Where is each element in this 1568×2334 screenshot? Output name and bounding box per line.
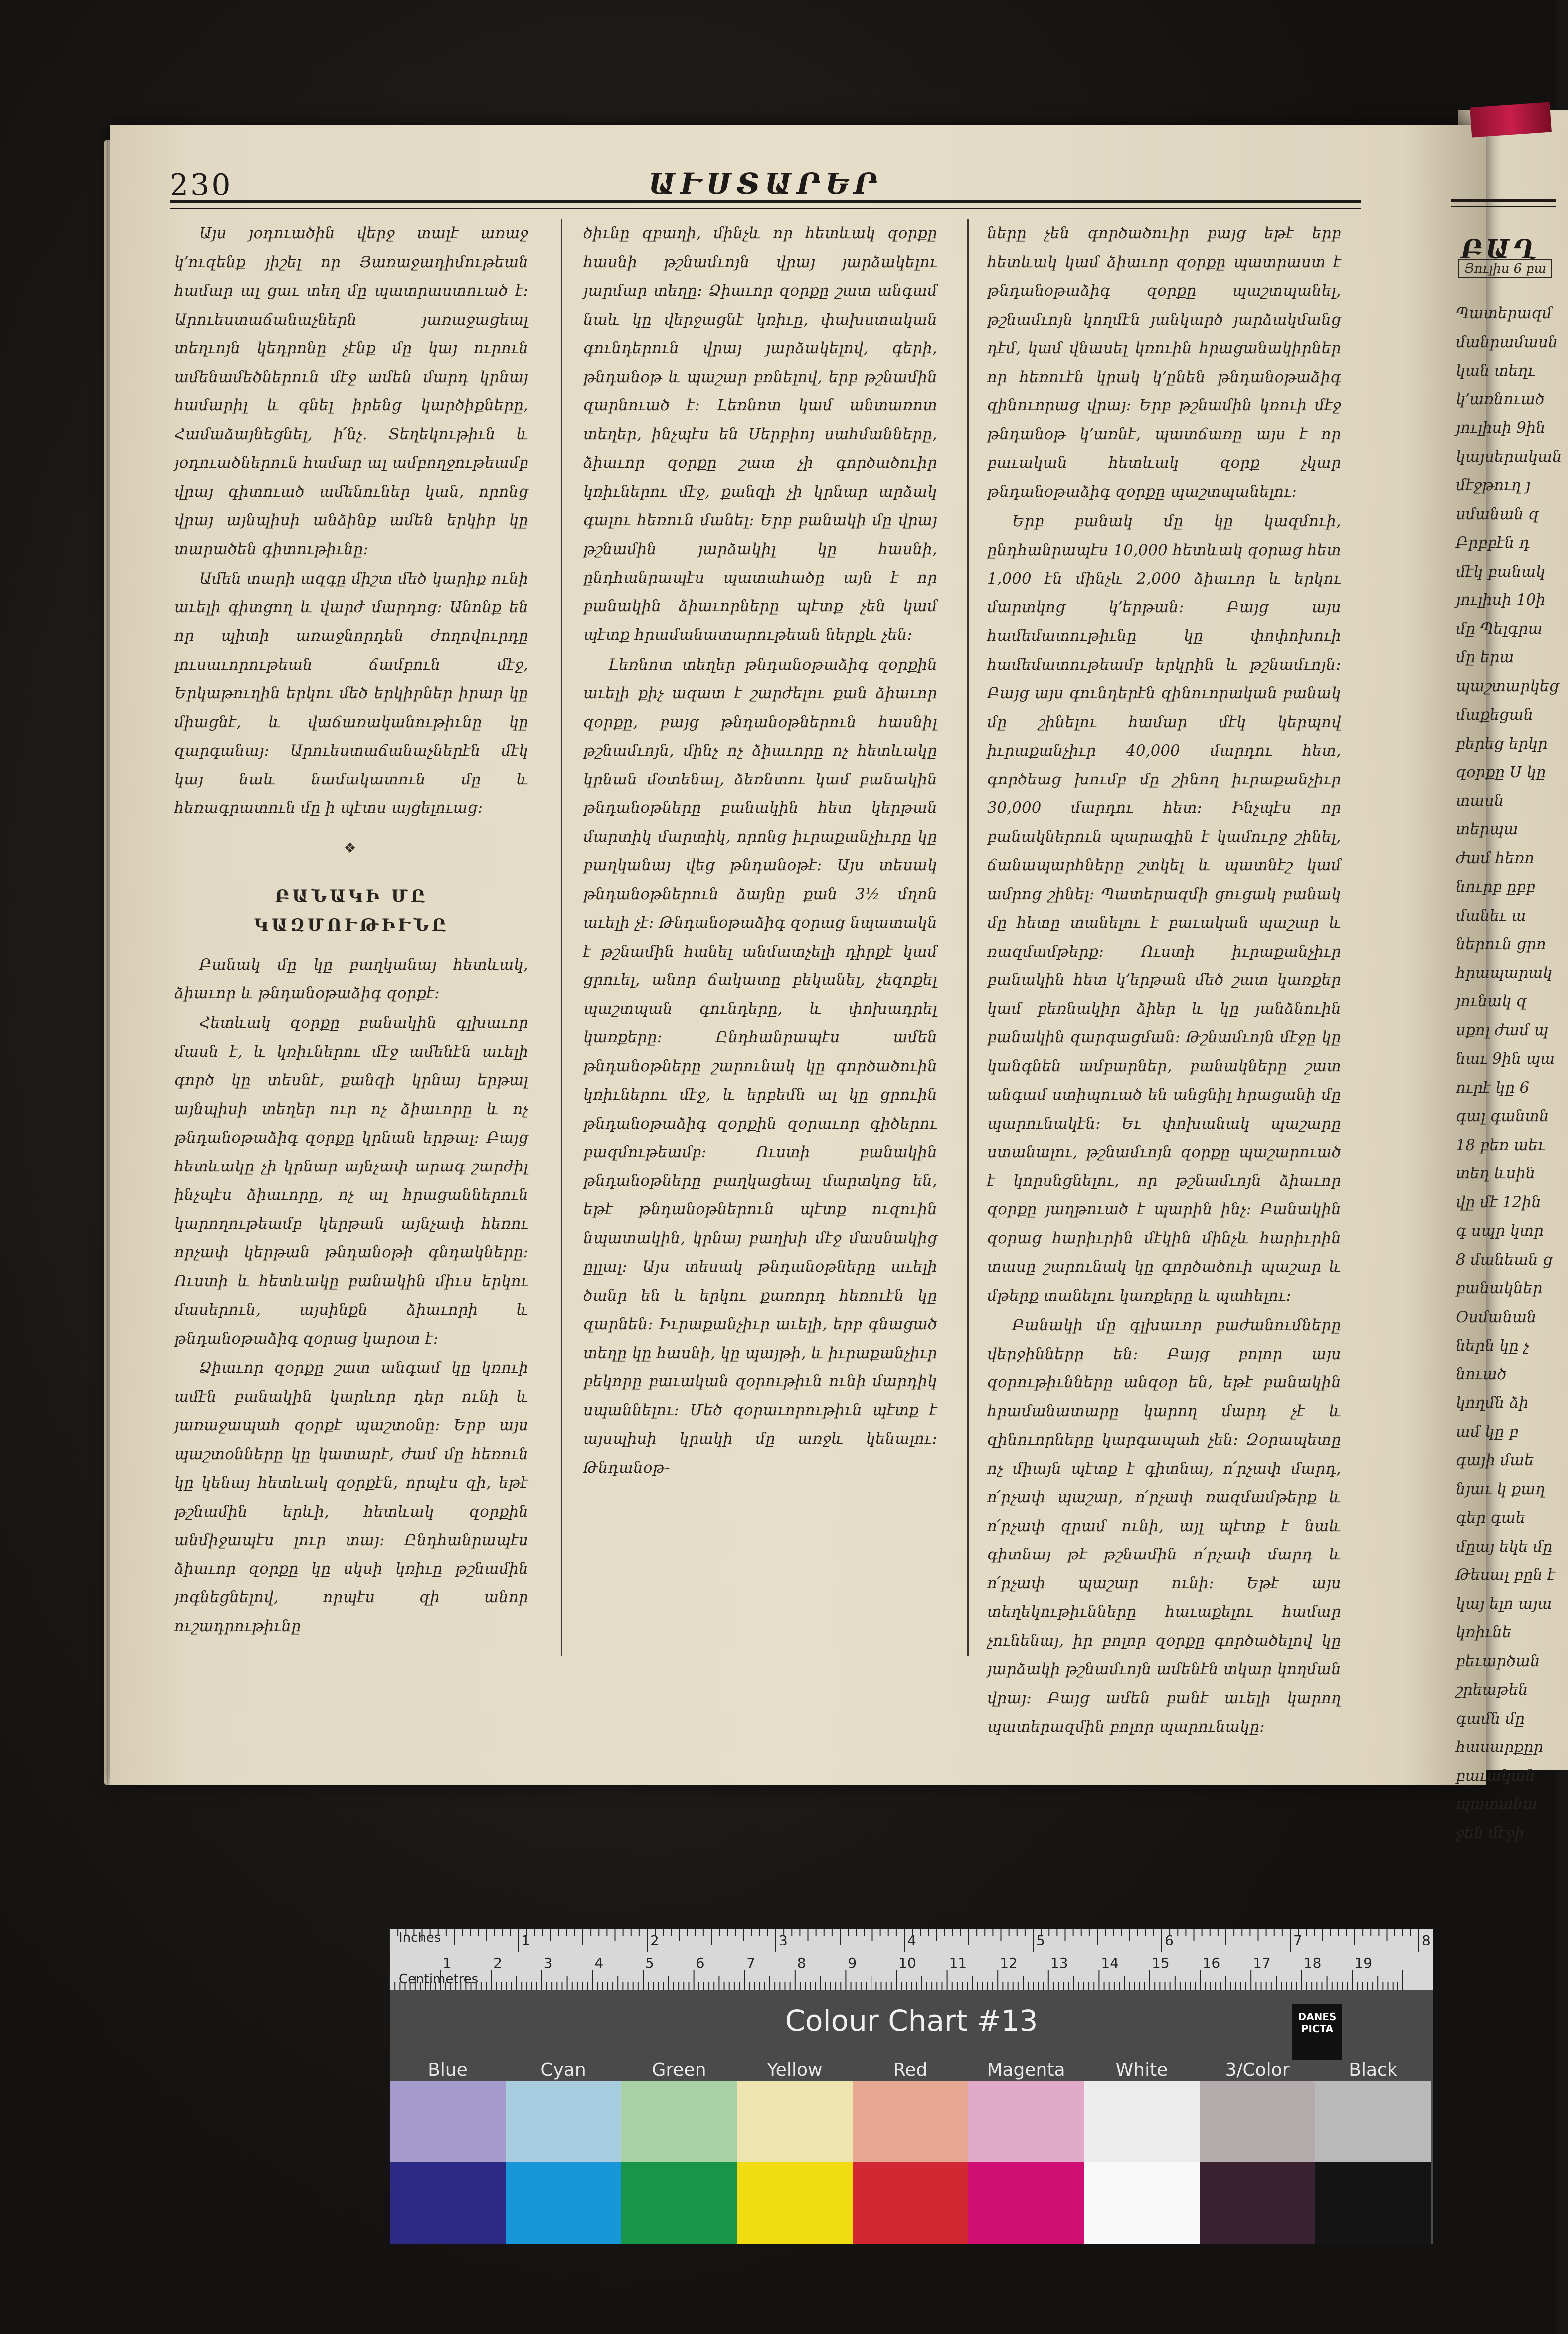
swatch-label: Black	[1349, 2060, 1397, 2080]
cm-number: 12	[1000, 1955, 1018, 1971]
ruler	[390, 1929, 1433, 1990]
cm-number: 14	[1101, 1955, 1119, 1971]
swatch-label: Green	[652, 2060, 706, 2080]
paragraph: ծիւնը զբաղի, մինչև որ հետևակ զօրքը հասնի թշնամւոյն վրայ յարձակելու յարմար տեղը։ Ձիաւոր զօրքը շատ անգամ նաև կը վերջացնէ կռիւը, փախստական գունդերուն վրայ յարձակելով, գերի, թնդանօթ և պաշար բռնելով, երբ թշնամին զարնուած է։ Լեռնոտ կամ անտառոտ տեղեր, ինչպէս են Սերբիոյ սահմանները, ձիաւոր զօրքը շատ չի գործածուիր կռիւներու մէջ, քանզի չի կրնար արձակ գալու հեռուն մանել։ Երբ բանակի մը վրայ թշնամին յարձակիլ կը հասնի, ընդհանրապէս պատահածը այն է որ բանակին ձիաւորները պէտք չեն կամ պէտք հրամանատարութեան ներքև չեն։	[583, 225, 937, 644]
inch-number: 1	[522, 1932, 530, 1948]
bookmark-ribbon	[1470, 102, 1552, 137]
right-page-rule	[1451, 199, 1556, 207]
colour-swatch	[1315, 2162, 1431, 2244]
colour-swatch	[1084, 2162, 1200, 2244]
inch-number: 5	[1036, 1932, 1045, 1948]
right-page-text: Պատերազմ մանրամասն կան տեղւ կ՚առնուած յուլիսի 9ին կայսերական մէջթուղ յ սմանան զ Բրբբէն դ մէկ բանակ յուլիսի 10ի մը Պելգրա մը երա պաշտարկեց մաքեցան բերեց երկր զօրքը Ս կը տասն տերպա ժամ հեռո նուրբ ըբբ մանեւ ա ներուն ցրո հրապարակ յունակ զ սքոլ ժամ պ նաւ 9ին պա ուրէ կը 6 գալ գանտն 18 բեռ աեւ տեղ ևսին վը մէ 12ին գ սպր կտր 8 մանեան ց բանակներ Օսմանան ներն կը չ նուած կողմն ձի ամ կը բ գայի մաե նյաւ կ քաղ գեր գաե մըայ եկե մը Թեսալ բըն է կայ ելո այա կռիւնե բեւարծան շրեաթեն գամն մը հասարքըր բաւական պատանա ջեն մէջի	[1456, 305, 1562, 1842]
centimetres-label: Centimetres	[399, 1972, 479, 1987]
inch-number: 6	[1165, 1932, 1174, 1948]
paragraph: Լեռնոտ տեղեր թնդանօթաձիգ զօրքին աւելի քիչ ազատ է շարժելու քան ձիաւոր զօրքը, բայց թնդանօթներուն հասնիլ թշնամւոյն, մինչ ոչ ձիաւորը ոչ հետևակը կրնան մօտենալ, ձեռնտու կամ բանակին թնդանօթները բանակին հետ կերթան մարտիկ մարտիկ, որոնց իւրաքանչիւրը կը բաղկանայ վեց թնդանօթէ։ Այս տեսակ թնդանօթներուն ձայնը քան 3½ մղոն աւելի չէ։ Թնդանօթաձիգ զօրաց նպատակն է թշնամին հանել անմատչելի դիրքէ կամ ցրուել, անոր ճակատը բեկանել, չեզոքել պաշտպան գունդերը, և փոխադրել կառքերը։ Ընդհանրապէս ամեն թնդանօթները շարունակ կը գործածուին կռիւներու մէջ, և երբեմն ալ կը ցրուին թնդանօթաձիգ զօրքին զօրաւոր գիծերու բազմութեամբ։ Ուստի բանակին թնդանօթները բաղկացեալ մարտկոց են, եթէ թնդանօթներուն պէտք ուզուին նպատակին, կրնայ բաղխի մէջ մասնակից ըլլալ։ Այս տեսակ թնդանօթները աւելի ծանր են և երկու քառորդ հեռուէն կը զարնեն։ Իւրաքանչիւր աւելի, երբ գնացած տեղը կը հասնի, կը պայթի, և իւրաքանչիւր բեկորը բաւական զօրութիւն ունի մարդիկ սպաննելու։ Մեծ զօրաւորութիւն պէտք է այսպիսի կրակի մը առջև կենալու։ Թնդանօթ-	[583, 656, 937, 1477]
running-title: ԱՒՍՏԱՐԵՐ	[648, 167, 882, 200]
swatch-label: Red	[893, 2060, 928, 2080]
brand-logo: DANES PICTA	[1292, 2004, 1342, 2060]
text-column-2	[583, 219, 937, 1483]
paragraph: ները չեն գործածուիր բայց եթէ երբ հետևակ կամ ձիաւոր զօրքը պատրաստ է թնդանօթաձիգ զօրքը պաշտպանել, թշնամւոյն կողմէն յանկարծ յարձակմանց դէմ, կամ վնասել կռուին հրացանակիրներ որ հեռուէն կրակ կ՚ընեն թնդանօթաձիգ զինուորաց վրայ։ Երբ թշնամին կռուի մէջ թնդանօթ կ՚առնէ, պատճառը այս է որ բաւական հետևակ զօրք չկար թնդանօթաձիգ զօրքը պաշտպանելու։	[987, 225, 1341, 501]
paragraph: Բանակի մը գլխաւոր բաժանումները վերջինները են։ Բայց բոլոր այս զօրութիւնները անզօր են, եթէ բանակին հրամանատարը կարող մարդ չէ և զինուորները կարգապահ չեն։ Զօրապետը ոչ միայն պէտք է գիտնայ, ո՛րչափ մարդ, ո՛րչափ պաշար, ո՛րչափ ռազմամթերք և ո՛րչափ զրամ ունի, այլ պէտք է նաև գիտնայ թէ թշնամին ո՛րչափ մարդ և ո՛րչափ պաշար ունի։ Եթէ այս տեղեկութիւնները հաւաքելու համար չունենայ, իր բոլոր զօրքը գործածելով կը յարձակի թշնամւոյն ամենէն տկար կողման վրայ։ Բայց ամեն բանէ աւելի կարող պատերազմին բոլոր պարունակը։	[987, 1317, 1341, 1736]
colour-swatch	[1315, 2081, 1431, 2162]
swatch-label: 3/Color	[1225, 2060, 1290, 2080]
colour-swatch	[390, 2081, 506, 2162]
swatches	[390, 2081, 1433, 2244]
column-divider	[967, 219, 969, 1656]
paragraph: Այս յօդուածին վերջ տալէ առաջ կ՚ուզենք յիշել որ Յառաջադիմութեան համար ալ ցաւ տեղ մը պատրաստուած է։ Արուեստաճանաչներն յառաջացեալ տեղւոյն կեդրոնը չէնք մը կայ ուրուն ամենամեծներուն մէջ ամեն մարդ կրնայ համարիլ և գնել իրենց կարծիքները, Համաձայնեցնել, ի՛նչ. Տեղեկութիւն և յօդուածներուն համար ալ ամբողջութեամբ վրայ գիտուած ամենուներ կան, որոնց վրայ այնպիսի անձինք ամեն երկիր կը տարածեն գիտութիւնը։	[174, 225, 528, 558]
paragraph: Ձիաւոր զօրքը շատ անգամ կը կռուի ամէն բանակին կարևոր դեր ունի և յառաջապահ զօրքէ պաշտօնը։ Երբ այս պաշտօնները կը կատարէ, ժամ մը հեռուն կը կենայ հետևակ զօրքէն, որպէս զի, եթէ թշնամին երևի, հետևակ զօրքին անմիջապէս լուր տայ։ Ընդհանրապէս ձիաւոր զօրքը կը սկսի կռիւը թշնամին յոգնեցնելով, որպէս զի անոր ուշադրութիւնը	[174, 1360, 528, 1635]
cm-number: 7	[746, 1955, 756, 1971]
header-rule	[170, 200, 1361, 209]
column-divider	[561, 219, 562, 1656]
right-page-date: Յուլիս 6 բա	[1458, 259, 1552, 278]
inch-number: 3	[779, 1932, 788, 1948]
swatch-label: Cyan	[540, 2060, 586, 2080]
colour-swatch	[853, 2081, 968, 2162]
page-number: 230	[170, 168, 233, 202]
colour-swatch	[1084, 2081, 1200, 2162]
ornament-separator: ❖	[344, 839, 359, 856]
text-column-1	[174, 219, 528, 1642]
chart-title: Colour Chart #13	[785, 2004, 1038, 2038]
colour-swatch	[1200, 2162, 1315, 2244]
inch-number: 8	[1422, 1932, 1431, 1948]
colour-swatch	[968, 2162, 1084, 2244]
colour-swatch	[737, 2081, 853, 2162]
inches-label: Inches	[399, 1930, 441, 1945]
swatch-label: White	[1115, 2060, 1168, 2080]
paragraph: Բանակ մը կը բաղկանայ հետևակ, ձիաւոր և թնդանօթաձիգ զօրքէ։	[174, 956, 528, 1002]
colour-swatch	[506, 2162, 621, 2244]
cm-number: 17	[1253, 1955, 1271, 1971]
text-column-3	[987, 219, 1341, 1743]
cm-number: 15	[1152, 1955, 1170, 1971]
cm-number: 9	[848, 1955, 857, 1971]
cm-number: 3	[543, 1955, 553, 1971]
colour-swatch	[853, 2162, 968, 2244]
colour-swatch	[390, 2162, 506, 2244]
inch-number: 7	[1293, 1932, 1302, 1948]
cm-number: 6	[696, 1955, 705, 1971]
colour-swatch	[1200, 2081, 1315, 2162]
paragraph: Ամեն տարի ազգը միշտ մեծ կարիք ունի աւելի գիտցող և վարժ մարդոց։ Անոնք են որ պիտի առաջնորդեն ժողովուրդը լուսաւորութեան ճամբուն մէջ, Երկաթուղին երկու մեծ երկիրներ իրար կը միացնէ, և վաճառականութիւնը կը զարգանայ։ Արուեստաճանաչներէն մէկ կայ նաև նամակատուն մը և հեռագրատուն մը ի պէտս այցելուաց։	[174, 570, 528, 817]
cm-number: 18	[1303, 1955, 1322, 1971]
colour-swatch	[737, 2162, 853, 2244]
page-header	[170, 165, 1361, 204]
cm-number: 16	[1202, 1955, 1220, 1971]
paragraph: Հետևակ զօրքը բանակին գլխաւոր մասն է, և կռիւներու մէջ ամենէն աւելի գործ կը տեսնէ, քանզի կրնայ երթալ այնպիսի տեղեր ուր ոչ ձիաւորը և ոչ թնդանօթաձիգ զօրքը կրնան երթալ։ Բայց հետևակը չի կրնար այնչափ արագ շարժիլ ինչպէս ձիաւորը, ոչ ալ հրացաններուն կարողութեամբ կերթան այնչափ հեռու որչափ կերթան թնդանօթի գնդակները։ Ուստի և հետևակը բանակին միւս երկու մասերուն, այսինքն ձիաւորի և թնդանօթաձիգ զօրաց կարօտ է։	[174, 1014, 528, 1348]
swatch-label: Blue	[428, 2060, 468, 2080]
colour-swatch	[506, 2081, 621, 2162]
cm-number: 1	[442, 1955, 452, 1971]
cm-number: 10	[898, 1955, 916, 1971]
paragraph: Երբ բանակ մը կը կազմուի, ընդհանրապէս 10,000 հետևակ զօրաց հետ 1,000 էն մինչև 2,000 ձիաւոր և երկու մարտկոց կ՚երթան։ Բայց այս համեմատութիւնը կը փոփոխուի համեմատութեամբ երկրին և թշնամւոյն։ Բայց այս գունդերէն զինուորական բանակ մը շինելու համար մէկ կերպով իւրաքանչիւր 40,000 մարդու հետ, գործեաց խումբ մը շինող իւրաքանչիւր 30,000 մարդու հետ։ Ինչպէս որ բանակներուն պարագին է կամուրջ շինել, ճանապարհները շտկել և պատնէշ կամ ամրոց շինել։ Պատերազմի ցուցակ բանակ մը հետը տանելու է բաւական պաշար և ռազմամթերք։ Ուստի իւրաքանչիւր բանակին հետ կ՚երթան մեծ շատ կառքեր կամ բեռնակիր ձիեր և կը յանձնուին բանակին զարգացման։ Թշնամւոյն մէջը կը կանգնեն ամբարներ, բանակները շատ անգամ ստիպուած են անցնիլ հրացանի մը պարունակէն։ Եւ փոխանակ պաշարը ստանալու, թշնամւոյն զօրքը պաշարուած է կորսնցնելու, որ թշնամւոյն ձիաւոր զօրքը յաղթուած է պարին ինչ։ Բանակին զօրաց հարիւրին մէկին մինչև հարիւրին տասը շարունակ կը գործածուի պաշար և մթերք տանելու կառքերը և պահելու։	[987, 513, 1341, 1305]
cm-number: 11	[949, 1955, 967, 1971]
cm-number: 2	[493, 1955, 503, 1971]
cm-number: 13	[1050, 1955, 1068, 1971]
colour-swatch	[621, 2162, 737, 2244]
cm-number: 4	[594, 1955, 604, 1971]
section-title: ԲԱՆԱԿԻ ՄԸ ԿԱԶՄՈՒԹԻՒՆԸ	[254, 886, 449, 935]
colour-swatch	[968, 2081, 1084, 2162]
swatch-label: Yellow	[767, 2060, 823, 2080]
cm-number: 19	[1354, 1955, 1373, 1971]
colour-swatch	[621, 2081, 737, 2162]
inch-number: 2	[650, 1932, 659, 1948]
inch-number: 4	[907, 1932, 916, 1948]
cm-number: 8	[797, 1955, 806, 1971]
swatch-label: Magenta	[987, 2060, 1065, 2080]
cm-number: 5	[645, 1955, 654, 1971]
colour-chart	[390, 1929, 1433, 2244]
right-page-title: ԲԱՂ	[1461, 234, 1540, 265]
